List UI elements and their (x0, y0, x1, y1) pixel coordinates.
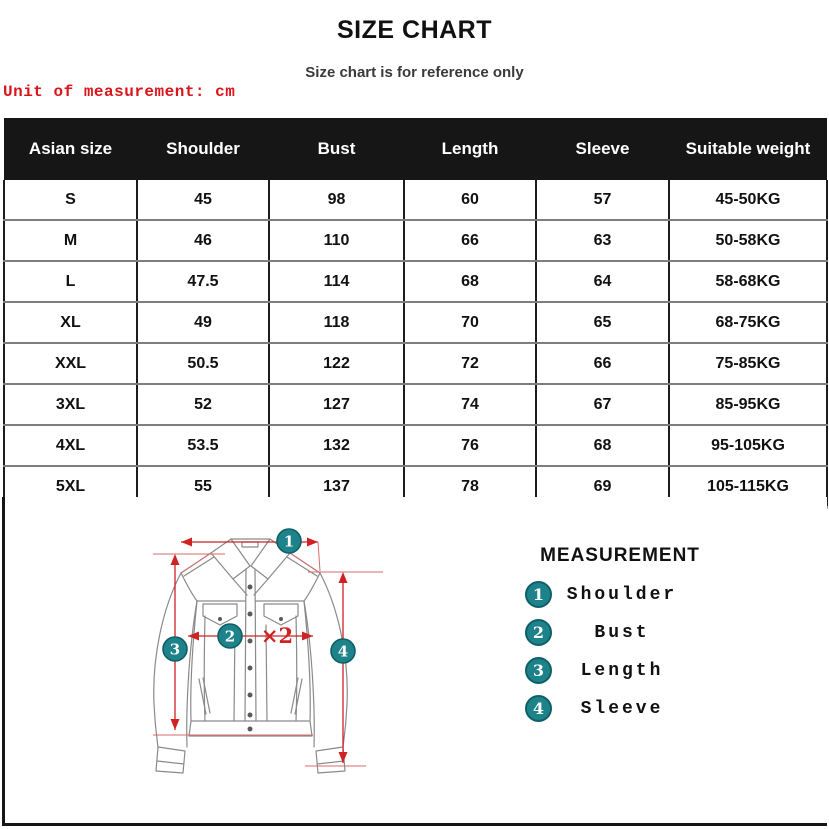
cell-shoulder: 45 (137, 180, 269, 220)
cell-sleeve: 68 (536, 425, 669, 466)
measurement-legend (445, 545, 795, 733)
table-row-4xl (4, 425, 827, 466)
legend-badge-1: 1 (525, 581, 552, 608)
column-header-suitable-weight: Suitable weight (669, 118, 827, 180)
column-header-bust: Bust (269, 118, 404, 180)
table-row-s (4, 180, 827, 220)
cell-sleeve: 67 (536, 384, 669, 425)
measurement-diagram-panel (2, 497, 827, 826)
cell-shoulder: 50.5 (137, 343, 269, 384)
table-row-xl (4, 302, 827, 343)
legend-label-bust: Bust (594, 622, 650, 643)
page-title: SIZE CHART (337, 16, 492, 44)
cell-sleeve: 65 (536, 302, 669, 343)
cell-sleeve: 63 (536, 220, 669, 261)
cell-size: XXL (4, 343, 137, 384)
cell-length: 68 (404, 261, 536, 302)
page-subtitle: Size chart is for reference only (305, 64, 524, 81)
diagram-marker-2 (218, 624, 242, 648)
cell-sleeve: 64 (536, 261, 669, 302)
cell-bust: 122 (269, 343, 404, 384)
cell-length: 66 (404, 220, 536, 261)
legend-badge-4: 4 (525, 695, 552, 722)
marker-4-number: 4 (337, 642, 349, 661)
cell-bust: 127 (269, 384, 404, 425)
cell-sleeve: 69 (536, 466, 669, 508)
column-header-length: Length (404, 118, 536, 180)
marker-1-number: 1 (283, 532, 295, 551)
cell-bust: 114 (269, 261, 404, 302)
cell-bust: 118 (269, 302, 404, 343)
cell-weight: 68-75KG (669, 302, 827, 343)
cell-size: 3XL (4, 384, 137, 425)
cell-length: 78 (404, 466, 536, 508)
legend-label-sleeve: Sleeve (580, 698, 664, 719)
bust-multiplier-note: ×2 (260, 623, 294, 648)
cell-bust: 98 (269, 180, 404, 220)
cell-bust: 132 (269, 425, 404, 466)
legend-badge-2: 2 (525, 619, 552, 646)
legend-item-sleeve (445, 695, 795, 722)
diagram-marker-3 (163, 637, 187, 661)
table-row-m (4, 220, 827, 261)
legend-label-length: Length (580, 660, 664, 681)
size-table (3, 118, 828, 509)
table-row-xxl (4, 343, 827, 384)
cell-weight: 75-85KG (669, 343, 827, 384)
cell-size: L (4, 261, 137, 302)
column-header-sleeve: Sleeve (536, 118, 669, 180)
legend-label-shoulder: Shoulder (566, 584, 678, 605)
cell-shoulder: 47.5 (137, 261, 269, 302)
cell-size: 4XL (4, 425, 137, 466)
cell-sleeve: 66 (536, 343, 669, 384)
column-header-asian-size: Asian size (4, 118, 137, 180)
diagram-marker-1 (277, 529, 301, 553)
cell-length: 74 (404, 384, 536, 425)
column-header-shoulder: Shoulder (137, 118, 269, 180)
measurement-legend-heading: MEASUREMENT (540, 545, 700, 566)
size-table-header-row (4, 118, 827, 180)
cell-size: S (4, 180, 137, 220)
cell-bust: 110 (269, 220, 404, 261)
cell-shoulder: 55 (137, 466, 269, 508)
cell-length: 72 (404, 343, 536, 384)
marker-3-number: 3 (169, 640, 181, 659)
table-row-3xl (4, 384, 827, 425)
legend-badge-3: 3 (525, 657, 552, 684)
cell-shoulder: 46 (137, 220, 269, 261)
cell-size: M (4, 220, 137, 261)
cell-length: 76 (404, 425, 536, 466)
diagram-marker-4 (331, 639, 355, 663)
cell-shoulder: 49 (137, 302, 269, 343)
cell-length: 60 (404, 180, 536, 220)
unit-of-measurement-note: Unit of measurement: cm (3, 83, 236, 101)
cell-size: XL (4, 302, 137, 343)
cell-weight: 45-50KG (669, 180, 827, 220)
marker-2-number: 2 (224, 627, 236, 646)
cell-weight: 58-68KG (669, 261, 827, 302)
cell-length: 70 (404, 302, 536, 343)
cell-sleeve: 57 (536, 180, 669, 220)
cell-weight: 50-58KG (669, 220, 827, 261)
cell-weight: 95-105KG (669, 425, 827, 466)
cell-size: 5XL (4, 466, 137, 508)
legend-item-shoulder (445, 581, 795, 608)
cell-shoulder: 52 (137, 384, 269, 425)
jacket-measurement-diagram (100, 509, 400, 809)
cell-bust: 137 (269, 466, 404, 508)
table-row-l (4, 261, 827, 302)
legend-item-length (445, 657, 795, 684)
cell-weight: 105-115KG (669, 466, 827, 508)
cell-weight: 85-95KG (669, 384, 827, 425)
legend-item-bust (445, 619, 795, 646)
cell-shoulder: 53.5 (137, 425, 269, 466)
